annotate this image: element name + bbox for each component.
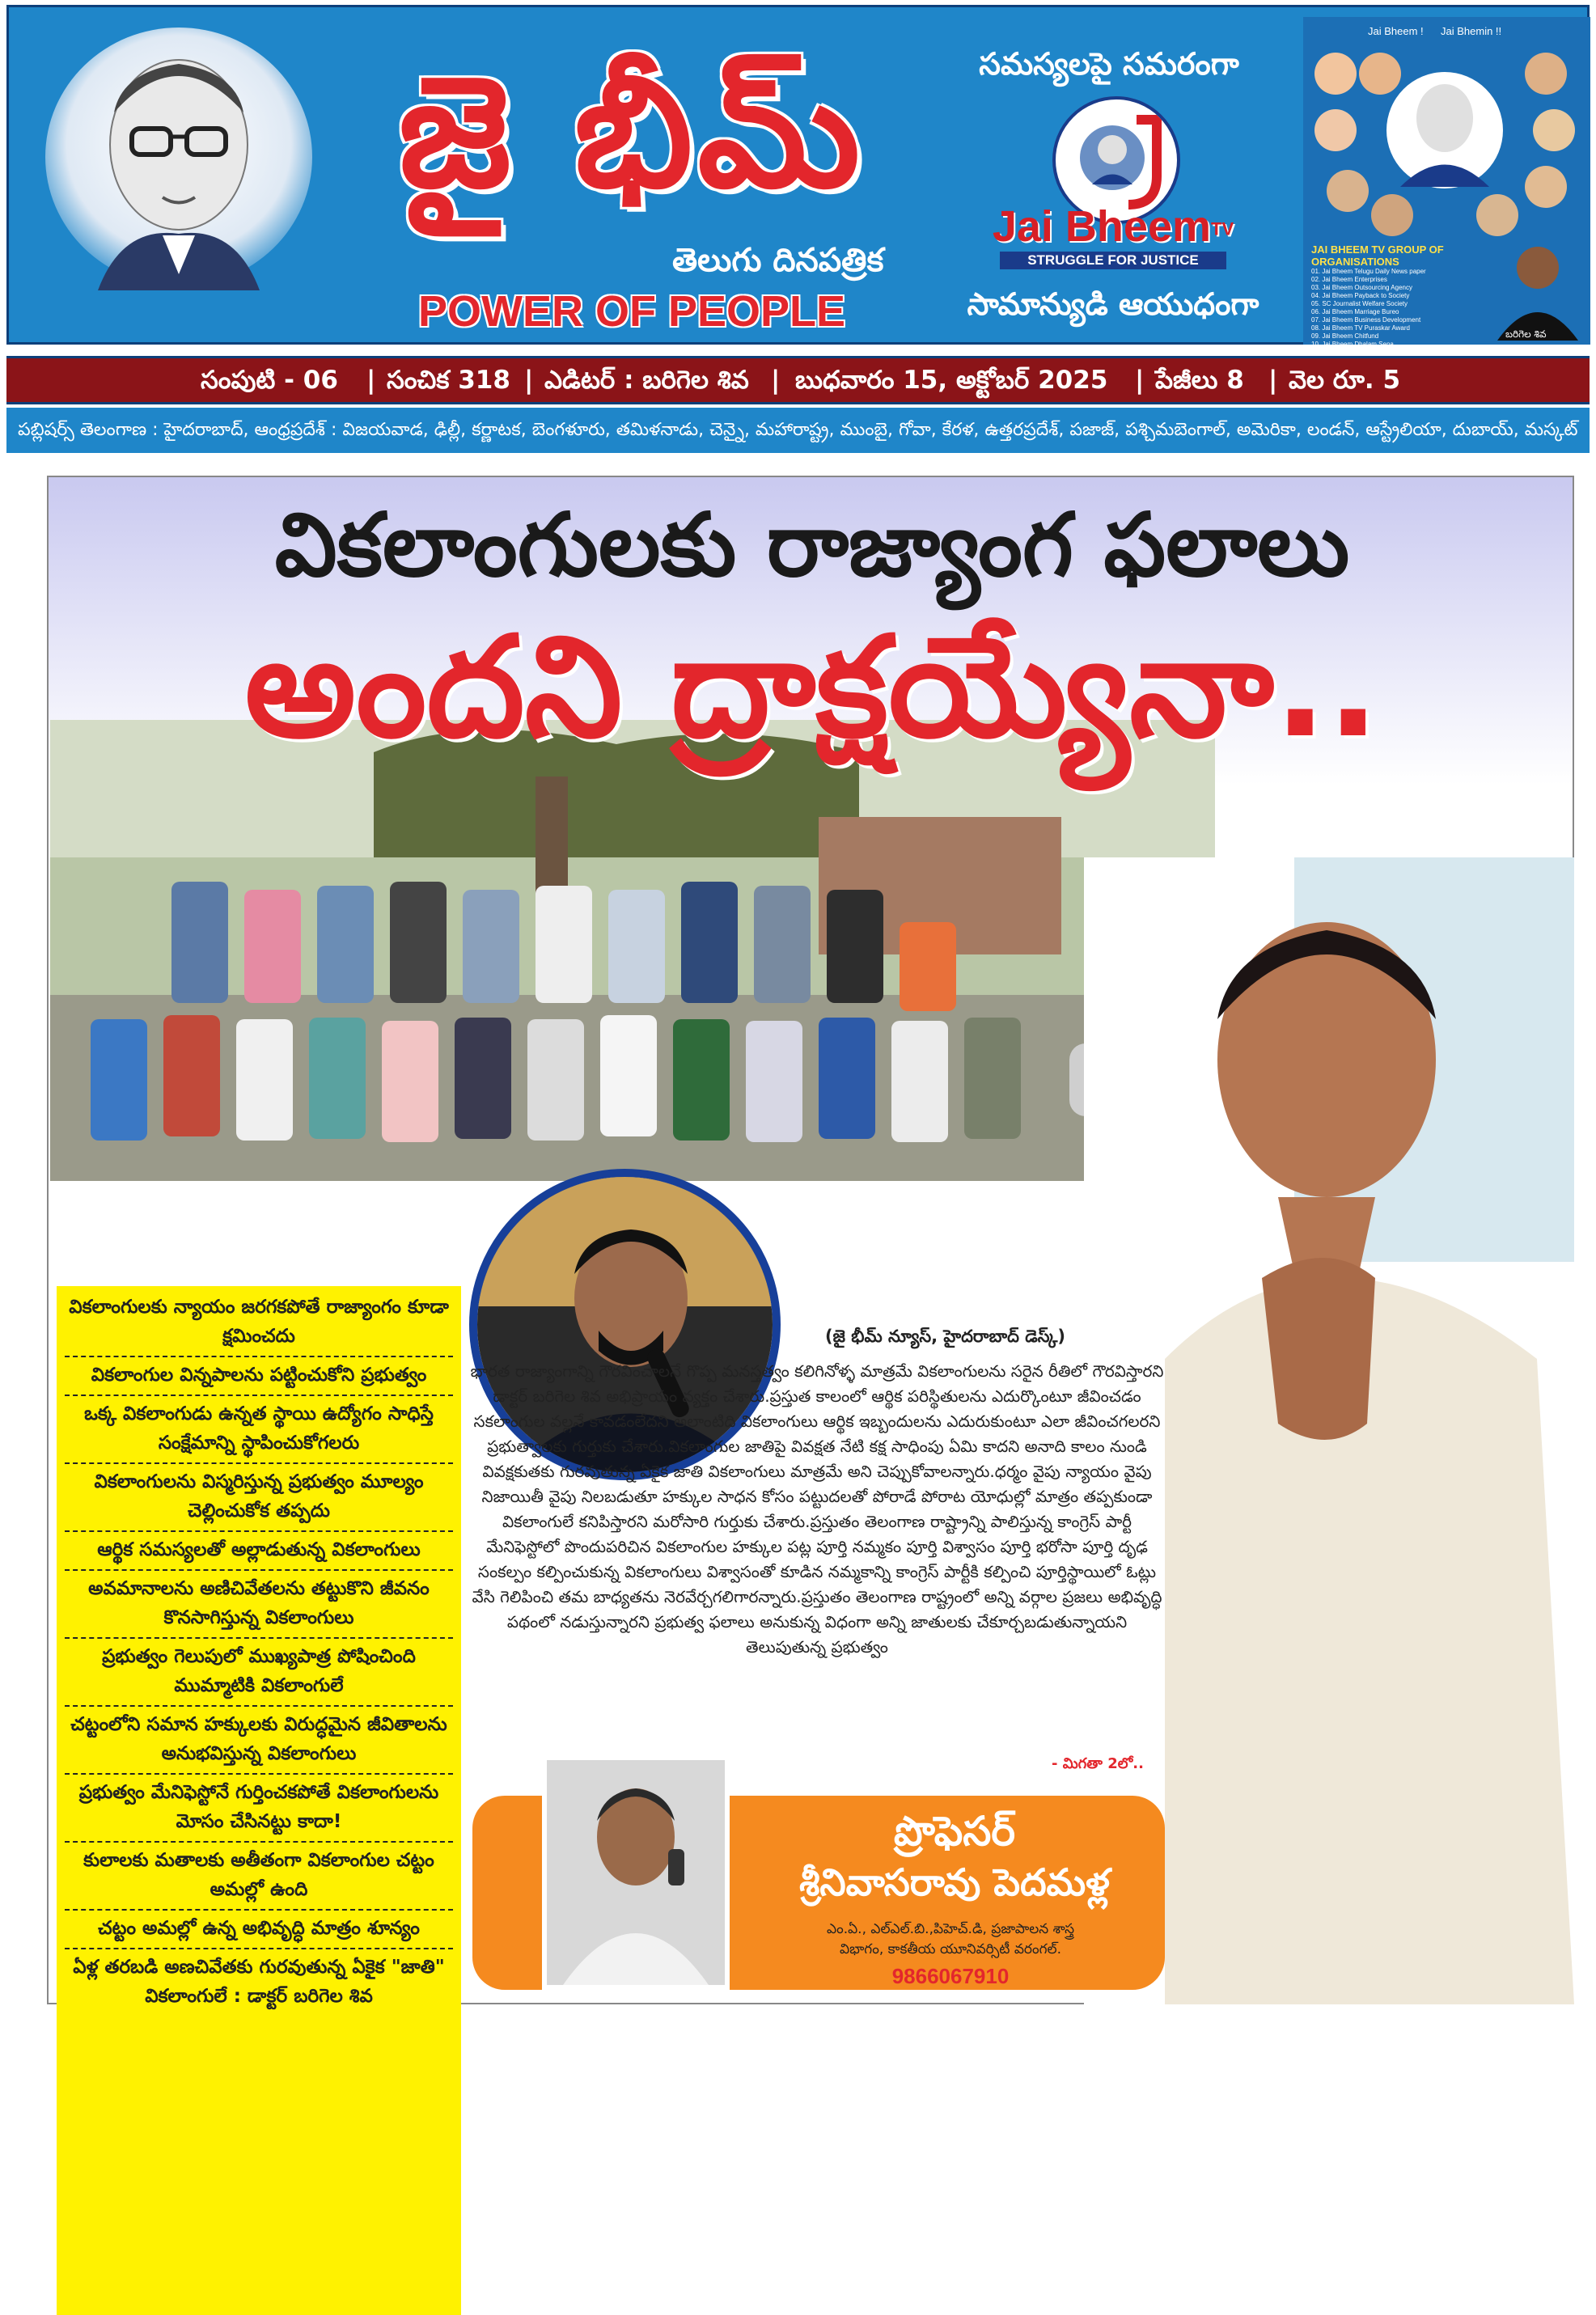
author-phone: 9866067910 [891, 1964, 1010, 1988]
highlight-item: ప్రభుత్వం మేనిఫెస్టోనే గుర్తించకపోతే వికలాంగులను మోసం చేసినట్టు కాదా! [65, 1778, 453, 1843]
org-item: 01. Jai Bheem Telugu Daily News paper [1311, 268, 1426, 275]
highlight-item: చట్టం అమల్లో ఉన్న అభివృద్ధి మాత్రం శూన్యం [65, 1914, 453, 1949]
org-item: 09. Jai Bheem Chitfund [1311, 332, 1379, 340]
issue-info-bar [6, 356, 1590, 404]
org-item: 02. Jai Bheem Enterprises [1311, 276, 1387, 283]
headline-primary: వికలాంగులకు రాజ్యాంగ ఫలాలు [274, 495, 1350, 596]
org-item: 05. SC Journalist Welfare Society [1311, 300, 1408, 307]
price: వెల రూ. 5 [1289, 366, 1401, 395]
highlight-item: అవమానాలను అణిచివేతలను తట్టుకొని జీవనం కొనసాగిస్తున్న వికలాంగులు [65, 1574, 453, 1639]
ad-header-right: Jai Bhemin !! [1441, 25, 1502, 37]
org-item: 07. Jai Bheem Business Development [1311, 316, 1421, 324]
dateline: (జై భీమ్ న్యూస్, హైదరాబాద్ డెస్క్) [825, 1327, 1065, 1346]
separator: | [524, 366, 534, 395]
logo-slogan: STRUGGLE FOR JUSTICE [1000, 252, 1226, 269]
author-name: శ్రీనివాసరావు పెదమళ్ల [799, 1860, 1110, 1904]
highlight-item: వికలాంగుల విన్నపాలను పట్టించుకోని ప్రభుత్వం [65, 1361, 453, 1396]
newspaper-subtitle-english: POWER OF PEOPLE [417, 287, 846, 336]
author-title: ప్రొఫెసర్ [894, 1808, 1015, 1855]
org-item: 03. Jai Bheem Outsourcing Agency [1311, 284, 1412, 291]
highlight-item: ఒక్క వికలాంగుడు ఉన్నత స్థాయి ఉద్యోగం సాధిస్తే సంక్షేమాన్ని స్థాపించుకోగలరు [65, 1399, 453, 1464]
orgs-title: JAI BHEEM TV GROUP OF ORGANISATIONS [1311, 243, 1444, 268]
group-photo-image [50, 720, 1215, 1181]
highlight-item: కులాలకు మతాలకు అతీతంగా వికలాంగుల చట్టం అమల్లో ఉంది [65, 1846, 453, 1911]
highlights-box [57, 1286, 461, 2315]
highlight-item: ఏళ్ల తరబడి అణచివేతకు గురవుతున్న ఏకైక "జాతి" వికలాంగులే : డాక్టర్ బరిగెల శివ [73, 1957, 445, 2007]
newspaper-title: జై భీమ్ [398, 43, 866, 222]
leaders-collage-image [1303, 41, 1590, 243]
page-count: పేజీలు 8 [1155, 366, 1244, 395]
separator: | [1268, 366, 1278, 395]
author-affiliation: విభాగం, కాకతీయ యూనివర్సిటీ వరంగల్. [840, 1941, 1061, 1957]
author-credentials: ఎం.ఏ., ఎల్ఎల్.బి.,పిహెచ్.డి, ప్రజాపాలన శాస్త్ర [826, 1921, 1075, 1937]
article-body: భారత రాజ్యాంగాన్ని గౌరవించాలనే గొప్ప మనస్తత్వం కలిగినోళ్ళ మాత్రమే వికలాంగులను సరైన రీతిలో గౌరవిస్తారని డాక్టర్ బరిగెల శివ అభిప్రాయం వ్యక్తం చేశారు.ప్రస్తుత కాలంలో ఆర్థిక పరిస్థితులను ఎదుర్కొంటూ జీవించడం సకలాంగుల వల్లనే కావడంలేదని అలాంటిది వికలాంగులు ఆర్థిక ఇబ్బందులను ఎదురుకుంటూ ఎలా జీవించగలరని ప్రభుత్వాలకు గుర్తుకు చేశారు.వికలాంగుల జాతిపై వివక్షత నేటి కక్ష సాధింపు ఏమి కాదని అనాది కాలం నుండి వివక్షకుతకు గురవుతున్న ఏకైక జాతి వికలాంగులు మాత్రమే అని చెప్పుకోవాలన్నారు.ధర్మం వైపు న్యాయం వైపు నిజాయితీ వైపు నిలబడుతూ హక్కుల సాధన కోసం పట్టుదలతో పోరాడే పోరాట యోధుల్లో మాత్రం తప్పకుండా వికలాంగులే కనిపిస్తారని మరోసారి గుర్తుకు చేశారు.ప్రస్తుతం తెలంగాణ రాష్ట్రాన్ని పాలిస్తున్న కాంగ్రెస్ పార్టీ మేనిఫెస్టోలో పొందుపరిచిన వికలాంగుల హక్కుల పట్ల పూర్తి నమ్మకం పూర్తి విశ్వాసం పూర్తి భరోసా పూర్తి దృఢ సంకల్పం కల్పించుకున్న వికలాంగులు విశ్వాసంతో కూడిన నమ్మకాన్ని కాంగ్రెస్ పార్టీకి కల్పించి పూర్తిస్థాయిలో ఓట్లు వేసి గెలిపించి తమ బాధ్యతను నెరవేర్చగలిగారన్నారు.ప్రస్తుతం తెలంగాణ రాష్ట్రంలో అన్ని వర్గాల ప్రజలు అభివృద్ధి పథంలో నడుస్తున్నారని ప్రభుత్వ ఫలాలు అనుకున్న విధంగా అన్ని జాతులకు చేకూర్చబడుతున్నాయని తెలుపుతున్న ప్రభుత్వం [470, 1361, 1164, 1657]
separator: | [1135, 366, 1145, 395]
highlight-item: వికలాంగులకు న్యాయం జరగకపోతే రాజ్యాంగం కూడా క్షమించదు [65, 1293, 453, 1357]
logo-wordmark-text: Jai Bheem [992, 202, 1211, 251]
highlight-item: ఆర్థిక సమస్యలతో అల్లాడుతున్న వికలాంగులు [65, 1535, 453, 1571]
org-item: 11. South India Journalist Union [1311, 349, 1403, 356]
continued-on-page: - మిగతా 2లో.. [1052, 1755, 1144, 1772]
separator: | [366, 366, 376, 395]
logo-wordmark [980, 201, 1247, 258]
org-item: 04. Jai Bheem Payback to Society [1311, 292, 1410, 299]
tagline-top: సమస్యలపై సమరంగా [979, 46, 1239, 82]
highlight-item: చట్టంలోని సమాన హక్కులకు విరుద్ధమైన జీవితాలను అనుభవిస్తున్న వికలాంగులు [65, 1710, 453, 1775]
newspaper-subtitle-telugu: తెలుగు దినపత్రిక [672, 242, 884, 279]
headline-secondary: అందని ద్రాక్షయ్యేనా.. [244, 606, 1380, 768]
ambedkar-portrait-image [41, 23, 316, 290]
volume-number: సంపుటి - 06 [201, 366, 338, 395]
ad-header-left: Jai Bheem ! [1368, 25, 1424, 37]
org-item: 06. Jai Bheem Marriage Bureo [1311, 308, 1399, 315]
issue-date: బుధవారం 15, అక్టోబర్ 2025 [795, 366, 1108, 395]
editor-photo [1489, 235, 1586, 341]
logo-tv-text: TV [1211, 218, 1234, 239]
org-item: 10. Jai Bheem Dhalam Sena [1311, 341, 1394, 348]
highlight-item: ప్రభుత్వం గెలుపులో ముఖ్యపాత్ర పోషించింది ముమ్మాటికి వికలాంగులే [65, 1642, 453, 1707]
editor-name: ఎడిటర్ : బరిగెల శివ [544, 366, 749, 395]
lead-story [47, 476, 1574, 2007]
issue-number: సంచిక 318 [387, 366, 510, 395]
group-of-organisations-ad [1303, 17, 1590, 356]
masthead [6, 5, 1590, 356]
org-item: 08. Jai Bheem TV Puraskar Award [1311, 324, 1410, 332]
publishers-bar [6, 408, 1590, 453]
tagline-bottom: సామాన్యుడి ఆయుధంగా [967, 286, 1259, 322]
editor-caption: బరిగెల శివ [1505, 328, 1547, 340]
highlight-item: వికలాంగులను విస్మరిస్తున్న ప్రభుత్వం మూల్యం చెల్లించుకోక తప్పదు [65, 1467, 453, 1532]
publishers-text: పబ్లిషర్స్ తెలంగాణ : హైదరాబాద్, ఆంధ్రప్రదేశ్ : విజయవాడ, ఢిల్లీ, కర్ణాటక, బెంగళూరు, తమిళనాడు, చెన్నై, మహారాష్ట్ర, ముంబై, గోవా, కేరళ, ఉత్తరప్రదేశ్, పజాజ్, పశ్చిమబెంగాల్, అమెరికా, లండన్, ఆస్ట్రేలియా, దుబాయ్, మస్కట్ [18, 420, 1578, 440]
separator: | [771, 366, 781, 395]
author-photo [542, 1755, 730, 1990]
orgs-list [1311, 268, 1473, 357]
